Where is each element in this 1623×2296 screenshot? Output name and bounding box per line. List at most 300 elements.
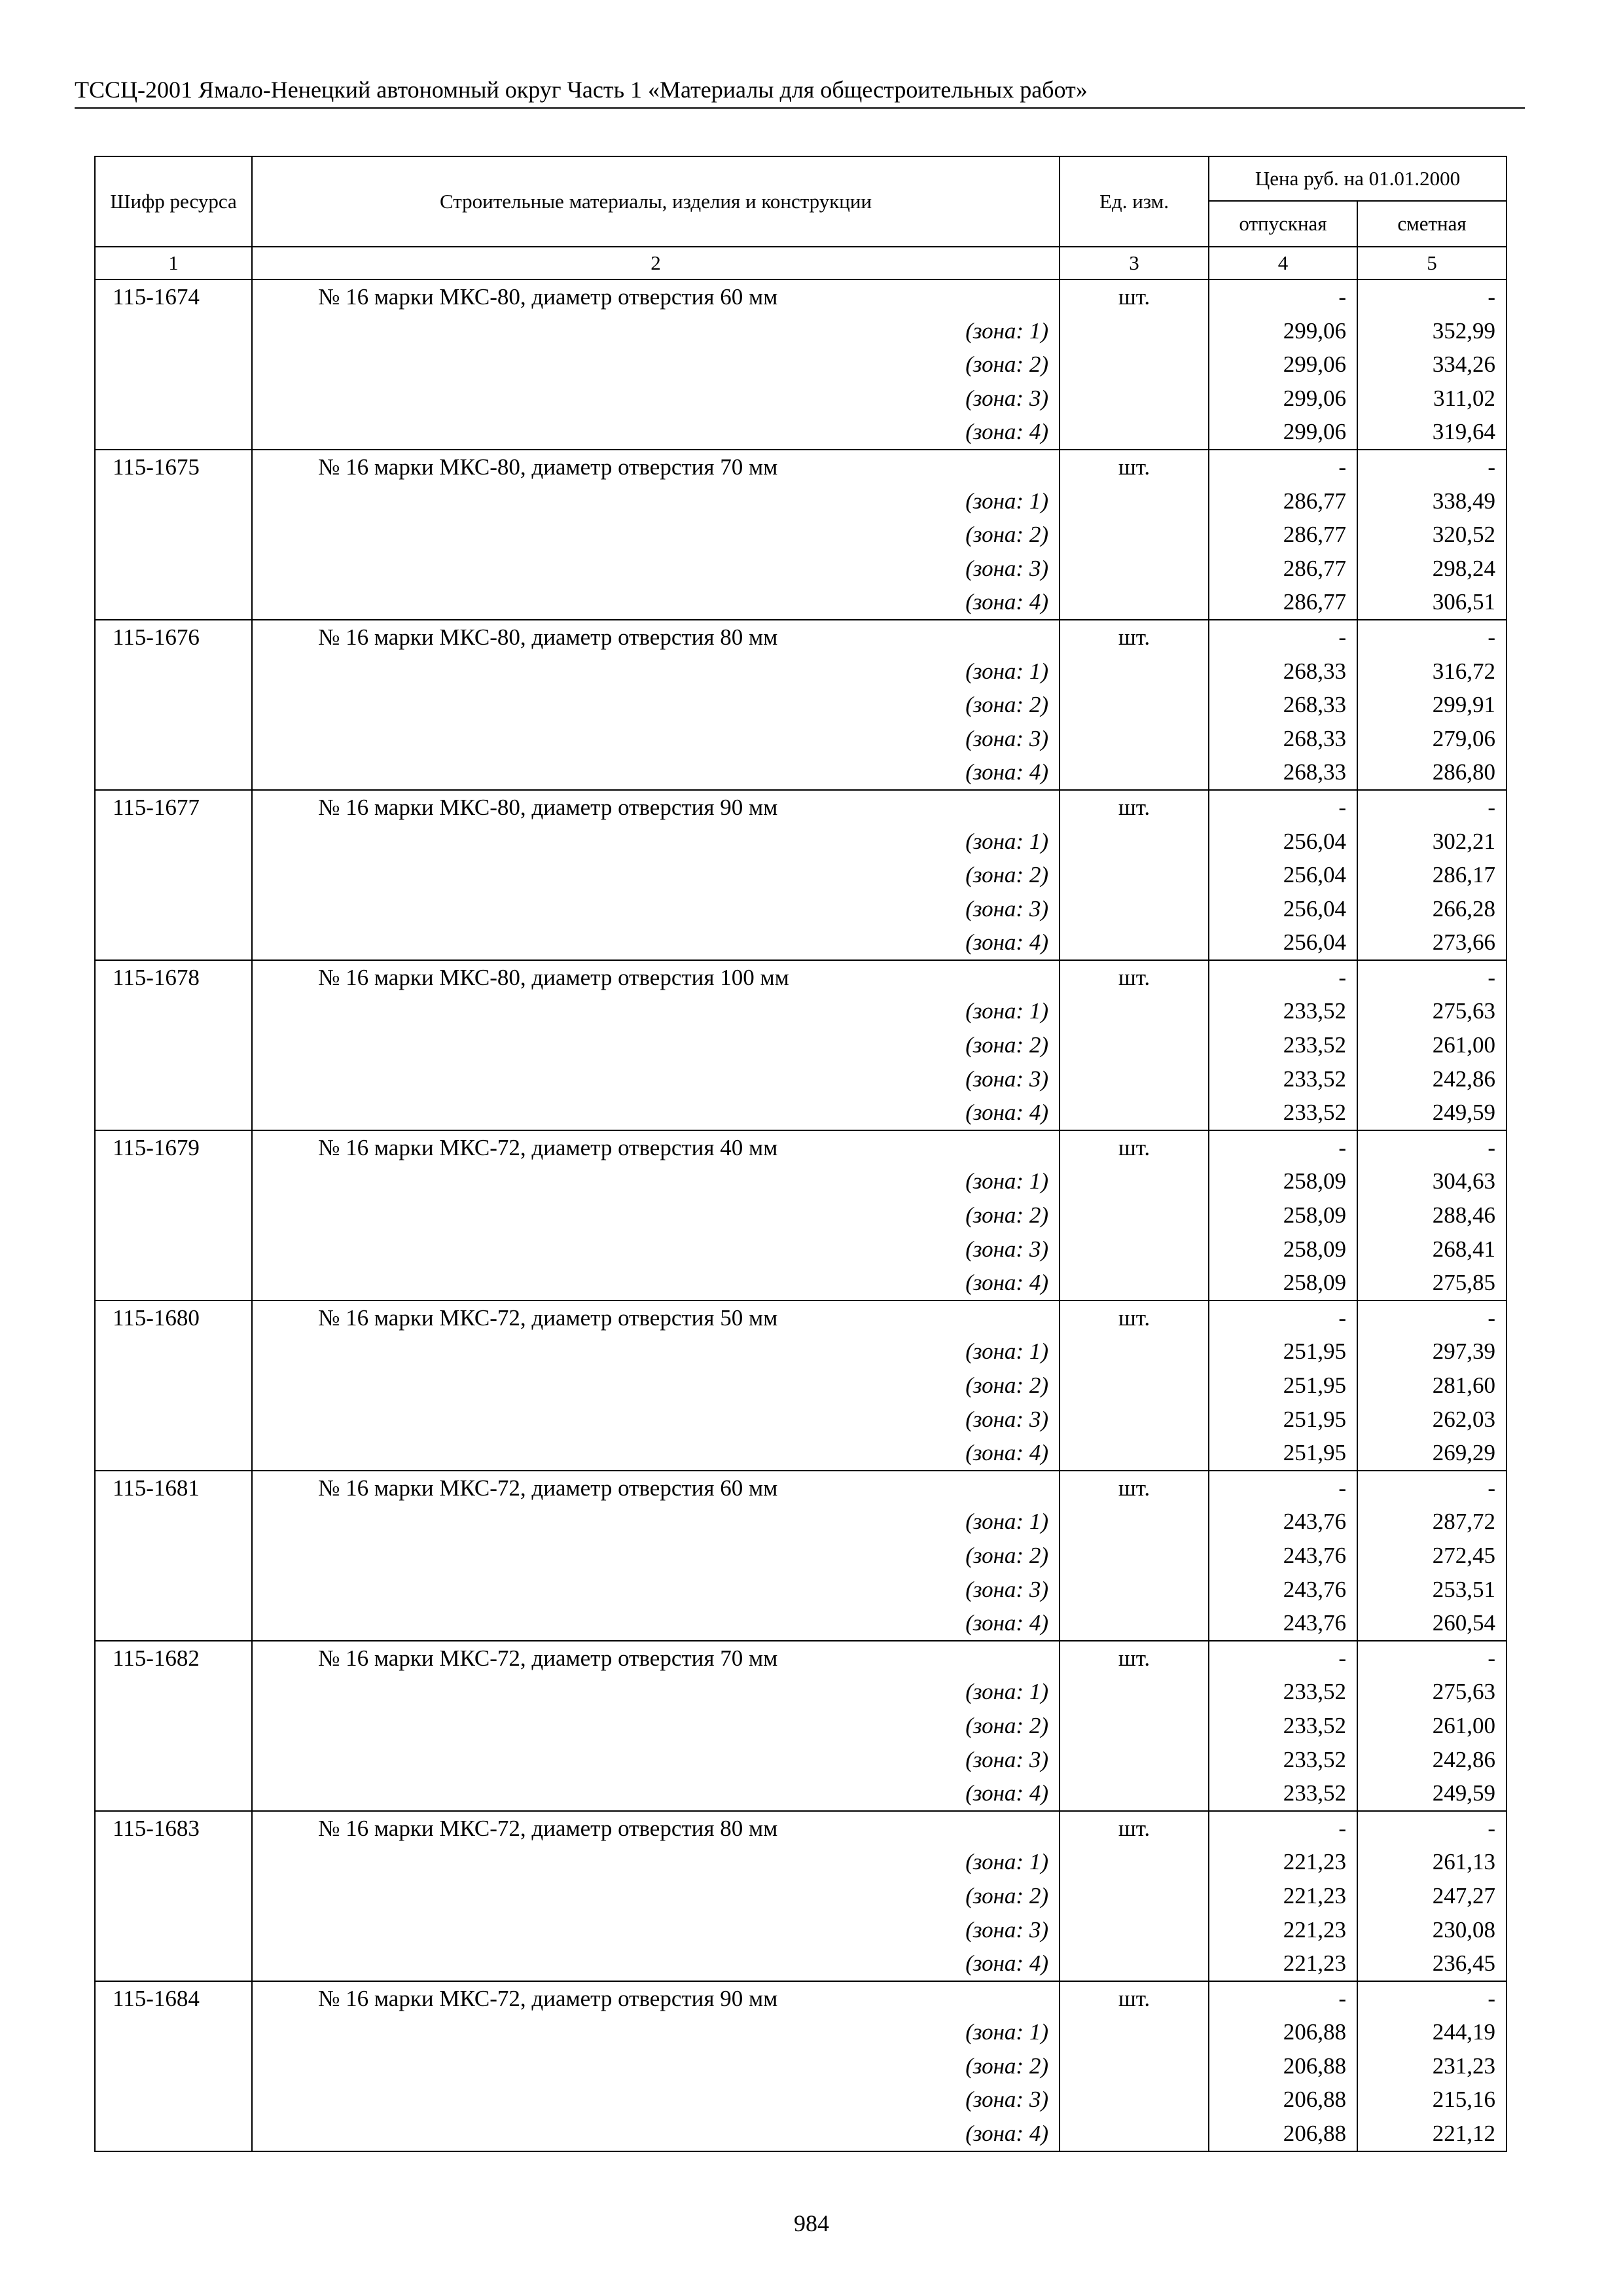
empty-unit-cell	[1060, 892, 1209, 926]
estimate-price: -	[1357, 450, 1507, 484]
zone-estimate-price: 286,80	[1357, 755, 1507, 790]
zone-row	[95, 484, 1507, 518]
zone-row	[95, 2117, 1507, 2151]
zone-estimate-price: 334,26	[1357, 348, 1507, 382]
table-row	[95, 790, 1507, 825]
estimate-price: -	[1357, 790, 1507, 825]
empty-code-cell	[95, 1675, 252, 1709]
empty-code-cell	[95, 1946, 252, 1981]
empty-code-cell	[95, 1776, 252, 1811]
zone-label: (зона: 2)	[252, 518, 1060, 552]
zone-estimate-price: 304,63	[1357, 1164, 1507, 1198]
zone-row	[95, 382, 1507, 416]
zone-release-price: 256,04	[1209, 858, 1357, 892]
zone-estimate-price: 281,60	[1357, 1369, 1507, 1403]
zone-label: (зона: 1)	[252, 1845, 1060, 1879]
empty-unit-cell	[1060, 1776, 1209, 1811]
zone-row	[95, 2083, 1507, 2117]
col-header-unit: Ед. изм.	[1060, 156, 1209, 247]
table-body	[95, 279, 1507, 2151]
empty-unit-cell	[1060, 1606, 1209, 1641]
empty-unit-cell	[1060, 2117, 1209, 2151]
empty-code-cell	[95, 518, 252, 552]
empty-code-cell	[95, 1436, 252, 1471]
zone-release-price: 233,52	[1209, 1062, 1357, 1096]
empty-unit-cell	[1060, 825, 1209, 859]
zone-release-price: 299,06	[1209, 382, 1357, 416]
table-row	[95, 450, 1507, 484]
empty-unit-cell	[1060, 688, 1209, 722]
zone-release-price: 251,95	[1209, 1335, 1357, 1369]
material-name: № 16 марки МКС-80, диаметр отверстия 100 мм	[252, 960, 1060, 995]
empty-unit-cell	[1060, 1164, 1209, 1198]
resource-code: 115-1678	[95, 960, 252, 995]
zone-row	[95, 994, 1507, 1028]
material-name: № 16 марки МКС-72, диаметр отверстия 60 мм	[252, 1471, 1060, 1505]
estimate-price: -	[1357, 1300, 1507, 1335]
zone-label: (зона: 4)	[252, 1946, 1060, 1981]
price-table	[94, 156, 1507, 2152]
estimate-price: -	[1357, 279, 1507, 314]
zone-row	[95, 755, 1507, 790]
empty-unit-cell	[1060, 2083, 1209, 2117]
zone-estimate-price: 275,85	[1357, 1266, 1507, 1300]
release-price: -	[1209, 1300, 1357, 1335]
zone-label: (зона: 1)	[252, 2015, 1060, 2049]
resource-code: 115-1679	[95, 1130, 252, 1165]
zone-estimate-price: 261,13	[1357, 1845, 1507, 1879]
zone-row	[95, 348, 1507, 382]
empty-code-cell	[95, 2083, 252, 2117]
zone-label: (зона: 1)	[252, 484, 1060, 518]
zone-estimate-price: 352,99	[1357, 314, 1507, 348]
zone-release-price: 243,76	[1209, 1539, 1357, 1573]
zone-label: (зона: 2)	[252, 688, 1060, 722]
zone-estimate-price: 249,59	[1357, 1776, 1507, 1811]
zone-label: (зона: 3)	[252, 722, 1060, 756]
zone-row	[95, 1845, 1507, 1879]
zone-estimate-price: 266,28	[1357, 892, 1507, 926]
release-price: -	[1209, 1471, 1357, 1505]
release-price: -	[1209, 279, 1357, 314]
zone-row	[95, 1028, 1507, 1062]
table-row	[95, 1471, 1507, 1505]
empty-unit-cell	[1060, 1369, 1209, 1403]
zone-label: (зона: 4)	[252, 925, 1060, 960]
zone-release-price: 206,88	[1209, 2083, 1357, 2117]
zone-estimate-price: 268,41	[1357, 1232, 1507, 1266]
empty-unit-cell	[1060, 1436, 1209, 1471]
zone-release-price: 233,52	[1209, 1743, 1357, 1777]
release-price: -	[1209, 620, 1357, 655]
empty-code-cell	[95, 1573, 252, 1607]
zone-estimate-price: 298,24	[1357, 552, 1507, 586]
zone-label: (зона: 4)	[252, 585, 1060, 620]
zone-row	[95, 552, 1507, 586]
empty-code-cell	[95, 925, 252, 960]
empty-unit-cell	[1060, 722, 1209, 756]
resource-code: 115-1683	[95, 1811, 252, 1846]
empty-unit-cell	[1060, 415, 1209, 450]
zone-release-price: 268,33	[1209, 688, 1357, 722]
empty-unit-cell	[1060, 858, 1209, 892]
empty-code-cell	[95, 1028, 252, 1062]
unit-of-measure: шт.	[1060, 790, 1209, 825]
unit-of-measure: шт.	[1060, 1300, 1209, 1335]
zone-estimate-price: 287,72	[1357, 1505, 1507, 1539]
empty-code-cell	[95, 1335, 252, 1369]
zone-label: (зона: 3)	[252, 1403, 1060, 1437]
zone-label: (зона: 2)	[252, 1709, 1060, 1743]
empty-code-cell	[95, 1505, 252, 1539]
zone-release-price: 233,52	[1209, 994, 1357, 1028]
empty-unit-cell	[1060, 1505, 1209, 1539]
zone-release-price: 243,76	[1209, 1505, 1357, 1539]
empty-unit-cell	[1060, 552, 1209, 586]
zone-row	[95, 1606, 1507, 1641]
zone-label: (зона: 1)	[252, 1164, 1060, 1198]
zone-release-price: 233,52	[1209, 1709, 1357, 1743]
empty-unit-cell	[1060, 382, 1209, 416]
zone-estimate-price: 242,86	[1357, 1062, 1507, 1096]
zone-row	[95, 2049, 1507, 2083]
zone-release-price: 256,04	[1209, 892, 1357, 926]
unit-of-measure: шт.	[1060, 1471, 1209, 1505]
empty-code-cell	[95, 1369, 252, 1403]
empty-code-cell	[95, 688, 252, 722]
empty-code-cell	[95, 1198, 252, 1232]
empty-code-cell	[95, 415, 252, 450]
zone-estimate-price: 275,63	[1357, 994, 1507, 1028]
unit-of-measure: шт.	[1060, 450, 1209, 484]
estimate-price: -	[1357, 960, 1507, 995]
empty-code-cell	[95, 1232, 252, 1266]
zone-label: (зона: 4)	[252, 1606, 1060, 1641]
col-header-name: Строительные материалы, изделия и конструкции	[252, 156, 1060, 247]
zone-row	[95, 1198, 1507, 1232]
table-row	[95, 1300, 1507, 1335]
empty-unit-cell	[1060, 1879, 1209, 1913]
zone-estimate-price: 319,64	[1357, 415, 1507, 450]
zone-label: (зона: 4)	[252, 1096, 1060, 1130]
col-header-code: Шифр ресурса	[95, 156, 252, 247]
empty-unit-cell	[1060, 1946, 1209, 1981]
zone-label: (зона: 1)	[252, 655, 1060, 689]
material-name: № 16 марки МКС-80, диаметр отверстия 80 мм	[252, 620, 1060, 655]
zone-estimate-price: 236,45	[1357, 1946, 1507, 1981]
unit-of-measure: шт.	[1060, 1811, 1209, 1846]
empty-unit-cell	[1060, 994, 1209, 1028]
table-row	[95, 1811, 1507, 1846]
zone-label: (зона: 3)	[252, 1232, 1060, 1266]
empty-code-cell	[95, 1164, 252, 1198]
zone-label: (зона: 2)	[252, 858, 1060, 892]
col-header-estimate: сметная	[1357, 201, 1507, 247]
zone-estimate-price: 272,45	[1357, 1539, 1507, 1573]
col-header-release: отпускная	[1209, 201, 1357, 247]
empty-unit-cell	[1060, 1675, 1209, 1709]
release-price: -	[1209, 450, 1357, 484]
table-row	[95, 1130, 1507, 1165]
zone-row	[95, 1232, 1507, 1266]
zone-release-price: 243,76	[1209, 1606, 1357, 1641]
empty-unit-cell	[1060, 1062, 1209, 1096]
empty-code-cell	[95, 1539, 252, 1573]
unit-of-measure: шт.	[1060, 1130, 1209, 1165]
zone-estimate-price: 247,27	[1357, 1879, 1507, 1913]
zone-release-price: 268,33	[1209, 655, 1357, 689]
zone-release-price: 286,77	[1209, 585, 1357, 620]
zone-release-price: 233,52	[1209, 1028, 1357, 1062]
empty-code-cell	[95, 484, 252, 518]
zone-row	[95, 1266, 1507, 1300]
resource-code: 115-1682	[95, 1641, 252, 1676]
empty-code-cell	[95, 1913, 252, 1947]
zone-row	[95, 1879, 1507, 1913]
empty-code-cell	[95, 382, 252, 416]
table-row	[95, 1641, 1507, 1676]
estimate-price: -	[1357, 1130, 1507, 1165]
zone-row	[95, 2015, 1507, 2049]
zone-estimate-price: 286,17	[1357, 858, 1507, 892]
zone-release-price: 258,09	[1209, 1266, 1357, 1300]
zone-release-price: 221,23	[1209, 1879, 1357, 1913]
zone-row	[95, 722, 1507, 756]
estimate-price: -	[1357, 1811, 1507, 1846]
empty-unit-cell	[1060, 1743, 1209, 1777]
empty-code-cell	[95, 585, 252, 620]
empty-code-cell	[95, 2117, 252, 2151]
empty-code-cell	[95, 552, 252, 586]
empty-unit-cell	[1060, 1913, 1209, 1947]
zone-release-price: 233,52	[1209, 1776, 1357, 1811]
zone-label: (зона: 4)	[252, 2117, 1060, 2151]
zone-label: (зона: 3)	[252, 382, 1060, 416]
zone-row	[95, 688, 1507, 722]
empty-unit-cell	[1060, 348, 1209, 382]
empty-unit-cell	[1060, 1028, 1209, 1062]
zone-row	[95, 1335, 1507, 1369]
zone-row	[95, 892, 1507, 926]
unit-of-measure: шт.	[1060, 1641, 1209, 1676]
empty-unit-cell	[1060, 1335, 1209, 1369]
zone-release-price: 206,88	[1209, 2049, 1357, 2083]
unit-of-measure: шт.	[1060, 279, 1209, 314]
zone-estimate-price: 269,29	[1357, 1436, 1507, 1471]
zone-release-price: 299,06	[1209, 348, 1357, 382]
empty-unit-cell	[1060, 1232, 1209, 1266]
empty-code-cell	[95, 1096, 252, 1130]
empty-unit-cell	[1060, 925, 1209, 960]
zone-row	[95, 1096, 1507, 1130]
resource-code: 115-1684	[95, 1981, 252, 2016]
col-number: 1	[95, 247, 252, 279]
empty-code-cell	[95, 348, 252, 382]
zone-row	[95, 1946, 1507, 1981]
zone-release-price: 206,88	[1209, 2015, 1357, 2049]
zone-estimate-price: 338,49	[1357, 484, 1507, 518]
empty-code-cell	[95, 755, 252, 790]
zone-label: (зона: 1)	[252, 994, 1060, 1028]
release-price: -	[1209, 1811, 1357, 1846]
zone-label: (зона: 3)	[252, 2083, 1060, 2117]
zone-label: (зона: 1)	[252, 1675, 1060, 1709]
col-number: 2	[252, 247, 1060, 279]
zone-estimate-price: 320,52	[1357, 518, 1507, 552]
empty-code-cell	[95, 2015, 252, 2049]
empty-code-cell	[95, 655, 252, 689]
zone-row	[95, 1913, 1507, 1947]
zone-estimate-price: 316,72	[1357, 655, 1507, 689]
zone-estimate-price: 244,19	[1357, 2015, 1507, 2049]
zone-row	[95, 1062, 1507, 1096]
resource-code: 115-1675	[95, 450, 252, 484]
zone-estimate-price: 249,59	[1357, 1096, 1507, 1130]
zone-label: (зона: 2)	[252, 1879, 1060, 1913]
zone-row	[95, 1164, 1507, 1198]
table-row	[95, 960, 1507, 995]
material-name: № 16 марки МКС-72, диаметр отверстия 50 мм	[252, 1300, 1060, 1335]
empty-unit-cell	[1060, 2015, 1209, 2049]
empty-code-cell	[95, 825, 252, 859]
zone-release-price: 233,52	[1209, 1675, 1357, 1709]
estimate-price: -	[1357, 1641, 1507, 1676]
zone-release-price: 299,06	[1209, 314, 1357, 348]
zone-release-price: 286,77	[1209, 552, 1357, 586]
zone-estimate-price: 261,00	[1357, 1709, 1507, 1743]
zone-release-price: 233,52	[1209, 1096, 1357, 1130]
zone-release-price: 206,88	[1209, 2117, 1357, 2151]
material-name: № 16 марки МКС-80, диаметр отверстия 70 мм	[252, 450, 1060, 484]
zone-release-price: 221,23	[1209, 1913, 1357, 1947]
zone-estimate-price: 231,23	[1357, 2049, 1507, 2083]
empty-unit-cell	[1060, 1403, 1209, 1437]
zone-row	[95, 1709, 1507, 1743]
zone-row	[95, 1369, 1507, 1403]
zone-label: (зона: 1)	[252, 1335, 1060, 1369]
zone-row	[95, 314, 1507, 348]
zone-release-price: 286,77	[1209, 518, 1357, 552]
zone-release-price: 221,23	[1209, 1845, 1357, 1879]
empty-unit-cell	[1060, 1198, 1209, 1232]
empty-unit-cell	[1060, 655, 1209, 689]
zone-release-price: 251,95	[1209, 1403, 1357, 1437]
zone-estimate-price: 215,16	[1357, 2083, 1507, 2117]
unit-of-measure: шт.	[1060, 620, 1209, 655]
zone-row	[95, 1436, 1507, 1471]
resource-code: 115-1681	[95, 1471, 252, 1505]
material-name: № 16 марки МКС-80, диаметр отверстия 60 мм	[252, 279, 1060, 314]
zone-row	[95, 585, 1507, 620]
empty-code-cell	[95, 2049, 252, 2083]
zone-estimate-price: 261,00	[1357, 1028, 1507, 1062]
zone-row	[95, 655, 1507, 689]
zone-row	[95, 518, 1507, 552]
zone-row	[95, 858, 1507, 892]
zone-release-price: 251,95	[1209, 1369, 1357, 1403]
zone-release-price: 243,76	[1209, 1573, 1357, 1607]
unit-of-measure: шт.	[1060, 1981, 1209, 2016]
zone-label: (зона: 4)	[252, 415, 1060, 450]
zone-release-price: 268,33	[1209, 755, 1357, 790]
zone-estimate-price: 275,63	[1357, 1675, 1507, 1709]
empty-unit-cell	[1060, 1845, 1209, 1879]
zone-label: (зона: 1)	[252, 1505, 1060, 1539]
empty-unit-cell	[1060, 1096, 1209, 1130]
zone-label: (зона: 1)	[252, 825, 1060, 859]
zone-label: (зона: 3)	[252, 1913, 1060, 1947]
document-header: ТССЦ-2001 Ямало-Ненецкий автономный округ Часть 1 «Материалы для общестроительных работ»	[75, 73, 1525, 109]
resource-code: 115-1677	[95, 790, 252, 825]
table-row	[95, 1981, 1507, 2016]
empty-code-cell	[95, 1879, 252, 1913]
empty-code-cell	[95, 1845, 252, 1879]
material-name: № 16 марки МКС-72, диаметр отверстия 70 мм	[252, 1641, 1060, 1676]
zone-row	[95, 825, 1507, 859]
material-name: № 16 марки МКС-72, диаметр отверстия 80 мм	[252, 1811, 1060, 1846]
zone-release-price: 251,95	[1209, 1436, 1357, 1471]
release-price: -	[1209, 790, 1357, 825]
empty-code-cell	[95, 1403, 252, 1437]
empty-code-cell	[95, 1709, 252, 1743]
empty-unit-cell	[1060, 314, 1209, 348]
zone-row	[95, 1505, 1507, 1539]
unit-of-measure: шт.	[1060, 960, 1209, 995]
material-name: № 16 марки МКС-72, диаметр отверстия 40 мм	[252, 1130, 1060, 1165]
col-number: 5	[1357, 247, 1507, 279]
zone-release-price: 256,04	[1209, 825, 1357, 859]
release-price: -	[1209, 1981, 1357, 2016]
zone-release-price: 258,09	[1209, 1232, 1357, 1266]
col-number: 3	[1060, 247, 1209, 279]
col-header-price: Цена руб. на 01.01.2000	[1209, 156, 1507, 201]
empty-code-cell	[95, 892, 252, 926]
zone-release-price: 258,09	[1209, 1198, 1357, 1232]
zone-label: (зона: 2)	[252, 1198, 1060, 1232]
release-price: -	[1209, 1641, 1357, 1676]
empty-unit-cell	[1060, 2049, 1209, 2083]
release-price: -	[1209, 960, 1357, 995]
zone-label: (зона: 4)	[252, 755, 1060, 790]
zone-label: (зона: 4)	[252, 1776, 1060, 1811]
zone-label: (зона: 3)	[252, 1743, 1060, 1777]
release-price: -	[1209, 1130, 1357, 1165]
empty-unit-cell	[1060, 755, 1209, 790]
zone-row	[95, 1776, 1507, 1811]
zone-label: (зона: 2)	[252, 2049, 1060, 2083]
zone-row	[95, 925, 1507, 960]
zone-estimate-price: 262,03	[1357, 1403, 1507, 1437]
zone-label: (зона: 2)	[252, 1369, 1060, 1403]
empty-code-cell	[95, 1606, 252, 1641]
empty-unit-cell	[1060, 585, 1209, 620]
zone-estimate-price: 311,02	[1357, 382, 1507, 416]
empty-code-cell	[95, 1062, 252, 1096]
zone-label: (зона: 4)	[252, 1436, 1060, 1471]
estimate-price: -	[1357, 1981, 1507, 2016]
zone-row	[95, 1675, 1507, 1709]
zone-estimate-price: 306,51	[1357, 585, 1507, 620]
empty-code-cell	[95, 722, 252, 756]
zone-label: (зона: 1)	[252, 314, 1060, 348]
empty-code-cell	[95, 314, 252, 348]
zone-row	[95, 415, 1507, 450]
resource-code: 115-1676	[95, 620, 252, 655]
resource-code: 115-1680	[95, 1300, 252, 1335]
empty-code-cell	[95, 858, 252, 892]
empty-unit-cell	[1060, 1539, 1209, 1573]
zone-estimate-price: 253,51	[1357, 1573, 1507, 1607]
